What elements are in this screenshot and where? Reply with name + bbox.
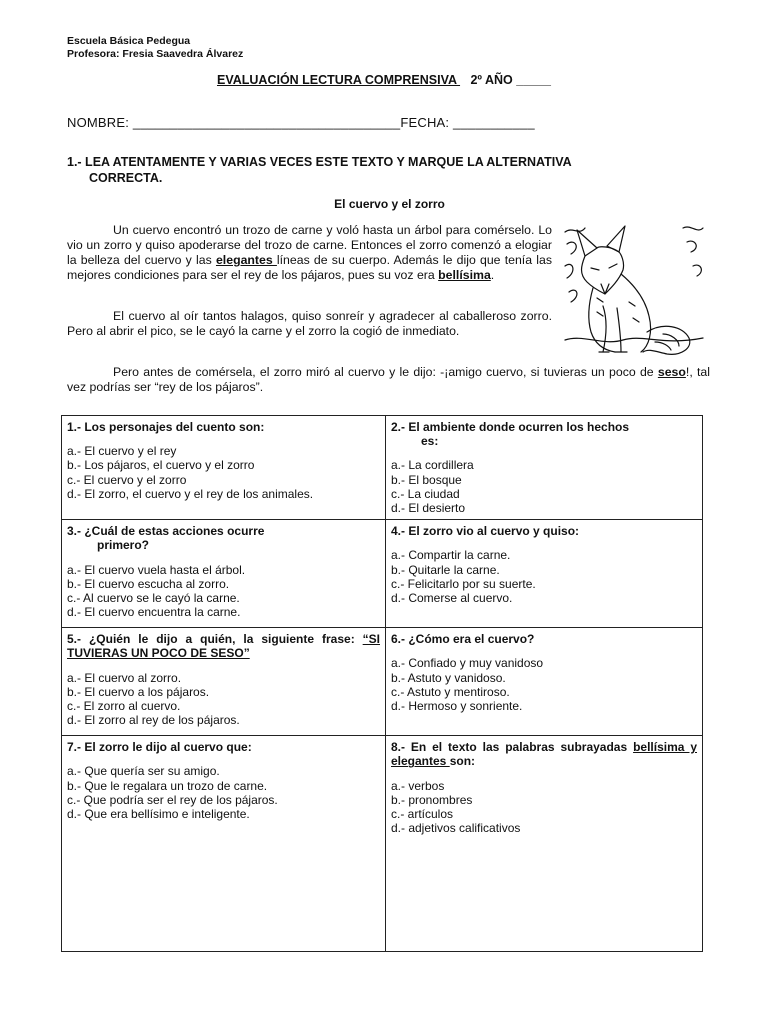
question-2-text-a: 2.- El ambiente donde ocurren los hechos — [391, 420, 630, 434]
title-grade: 2º AÑO _____ — [470, 73, 552, 87]
question-4 — [386, 520, 703, 628]
story-paragraph-3 — [67, 365, 710, 395]
q8-option-b[interactable]: b.- pronombres — [391, 792, 473, 807]
p1-text-c: . — [490, 268, 495, 282]
name-date-field: NOMBRE: ____________________________________FECHA: ___________ — [67, 115, 535, 130]
school-header — [67, 35, 243, 61]
underlined-word-seso: seso — [657, 365, 686, 379]
underlined-word-bellisima: bellísima — [438, 268, 491, 282]
title-main: EVALUACIÓN LECTURA COMPRENSIVA — [216, 73, 461, 87]
question-5-quote: “SI TUVIERAS UN POCO DE SESO” — [67, 632, 380, 661]
q3-option-c[interactable]: c.- Al cuervo se le cayó la carne. — [67, 591, 240, 606]
questions-table — [61, 415, 703, 952]
q2-option-d[interactable]: d.- El desierto — [391, 501, 466, 516]
question-7-text: 7.- El zorro le dijo al cuervo que: — [67, 740, 252, 755]
q7-option-b[interactable]: b.- Que le regalara un trozo de carne. — [67, 778, 268, 793]
q6-option-b[interactable]: b.- Astuto y vanidoso. — [391, 670, 506, 685]
question-8-text-a: 8.- En el texto las palabras subrayadas — [391, 740, 634, 755]
q1-option-b[interactable]: b.- Los pájaros, el cuervo y el zorro — [67, 458, 255, 473]
q7-option-d[interactable]: d.- Que era bellísimo e inteligente. — [67, 807, 250, 822]
story-paragraph-1 — [67, 223, 552, 283]
q5-option-c[interactable]: c.- El zorro al cuervo. — [67, 699, 181, 714]
question-3-text-a: 3.- ¿Cuál de estas acciones ocurre — [67, 524, 265, 539]
story-title: El cuervo y el zorro — [334, 197, 445, 211]
question-4-text: 4.- El zorro vio al cuervo y quiso: — [391, 524, 580, 539]
question-5-text — [67, 632, 380, 660]
question-3-text — [67, 524, 380, 552]
question-1 — [62, 416, 386, 520]
q3-option-a[interactable]: a.- El cuervo vuela hasta el árbol. — [67, 562, 246, 577]
question-2-text — [391, 420, 697, 448]
p1-text-b: líneas de su cuerpo. Además le dijo que tenía las mejores condiciones para ser el rey de los pájaros, pues su voz era — [67, 253, 552, 282]
q3-option-b[interactable]: b.- El cuervo escucha al zorro. — [67, 576, 230, 591]
question-7 — [62, 736, 386, 952]
page-title — [67, 73, 701, 87]
q4-option-b[interactable]: b.- Quitarle la carne. — [391, 562, 500, 577]
question-1-text: 1.- Los personajes del cuento son: — [67, 420, 265, 434]
q2-option-b[interactable]: b.- El bosque — [391, 472, 462, 487]
q4-option-c[interactable]: c.- Felicitarlo por su suerte. — [391, 576, 536, 591]
question-8 — [386, 736, 703, 952]
school-name: Escuela Básica Pedegua — [67, 35, 191, 47]
q5-option-a[interactable]: a.- El cuervo al zorro. — [67, 670, 182, 685]
q4-option-a[interactable]: a.- Compartir la carne. — [391, 548, 511, 563]
question-5-text-a: 5.- ¿Quién le dijo a quién, la siguiente frase: — [67, 632, 363, 647]
q5-option-d[interactable]: d.- El zorro al rey de los pájaros. — [67, 713, 240, 728]
story-paragraph-2 — [67, 309, 552, 339]
instruction-line-2: CORRECTA. — [89, 171, 163, 185]
question-5 — [62, 628, 386, 736]
q4-option-d[interactable]: d.- Comerse al cuervo. — [391, 591, 513, 606]
p3-text-a: Pero antes de comérsela, el zorro miró al cuervo y le dijo: -¡amigo cuervo, si tuvieras un poco de — [113, 365, 658, 379]
p1-text-a: Un cuervo encontró un trozo de carne y voló hasta un árbol para comérselo. Lo vio un zorro y quiso apoderarse del trozo de carne. Entonces el zorro comenzó a elogiar la belleza del cuervo y las — [67, 223, 552, 267]
q6-option-c[interactable]: c.- Astuto y mentiroso. — [391, 684, 510, 699]
instruction-line-1: 1.- LEA ATENTAMENTE Y VARIAS VECES ESTE TEXTO Y MARQUE LA ALTERNATIVA — [67, 155, 572, 169]
q7-option-c[interactable]: c.- Que podría ser el rey de los pájaros. — [67, 792, 278, 807]
p2-text: El cuervo al oír tantos halagos, quiso sonreír y agradecer al caballeroso zorro. Pero al abrir el pico, se le cayó la carne y el zorro la cogió de inmediato. — [67, 309, 552, 338]
teacher-name: Profesora: Fresia Saavedra Álvarez — [67, 48, 244, 60]
q5-option-b[interactable]: b.- El cuervo a los pájaros. — [67, 684, 210, 699]
q1-option-c[interactable]: c.- El cuervo y el zorro — [67, 472, 187, 487]
q2-option-a[interactable]: a.- La cordillera — [391, 458, 474, 473]
question-8-text — [391, 740, 697, 768]
q1-option-a[interactable]: a.- El cuervo y el rey — [67, 444, 177, 459]
question-3 — [62, 520, 386, 628]
question-2 — [386, 416, 703, 520]
question-8-underlined-words: bellísima y elegantes — [391, 740, 697, 769]
question-2-text-b: es: — [421, 434, 439, 449]
fox-illustration — [563, 222, 707, 359]
q6-option-d[interactable]: d.- Hermoso y sonriente. — [391, 699, 523, 714]
question-8-text-b: son: — [449, 754, 476, 769]
q7-option-a[interactable]: a.- Que quería ser su amigo. — [67, 764, 220, 779]
q1-option-d[interactable]: d.- El zorro, el cuervo y el rey de los animales. — [67, 486, 314, 501]
q2-option-c[interactable]: c.- La ciudad — [391, 486, 460, 501]
underlined-word-elegantes: elegantes — [215, 253, 277, 267]
q3-option-d[interactable]: d.- El cuervo encuentra la carne. — [67, 605, 241, 620]
question-6-text: 6.- ¿Cómo era el cuervo? — [391, 632, 535, 647]
p3-text-b: !, tal vez podrías ser “rey de los pájaros”. — [67, 365, 710, 394]
q8-option-a[interactable]: a.- verbos — [391, 778, 445, 793]
q6-option-a[interactable]: a.- Confiado y muy vanidoso — [391, 656, 544, 671]
question-6 — [386, 628, 703, 736]
instruction — [67, 154, 707, 186]
q8-option-c[interactable]: c.- artículos — [391, 807, 454, 822]
q8-option-d[interactable]: d.- adjetivos calificativos — [391, 821, 521, 836]
question-3-text-b: primero? — [97, 538, 150, 553]
